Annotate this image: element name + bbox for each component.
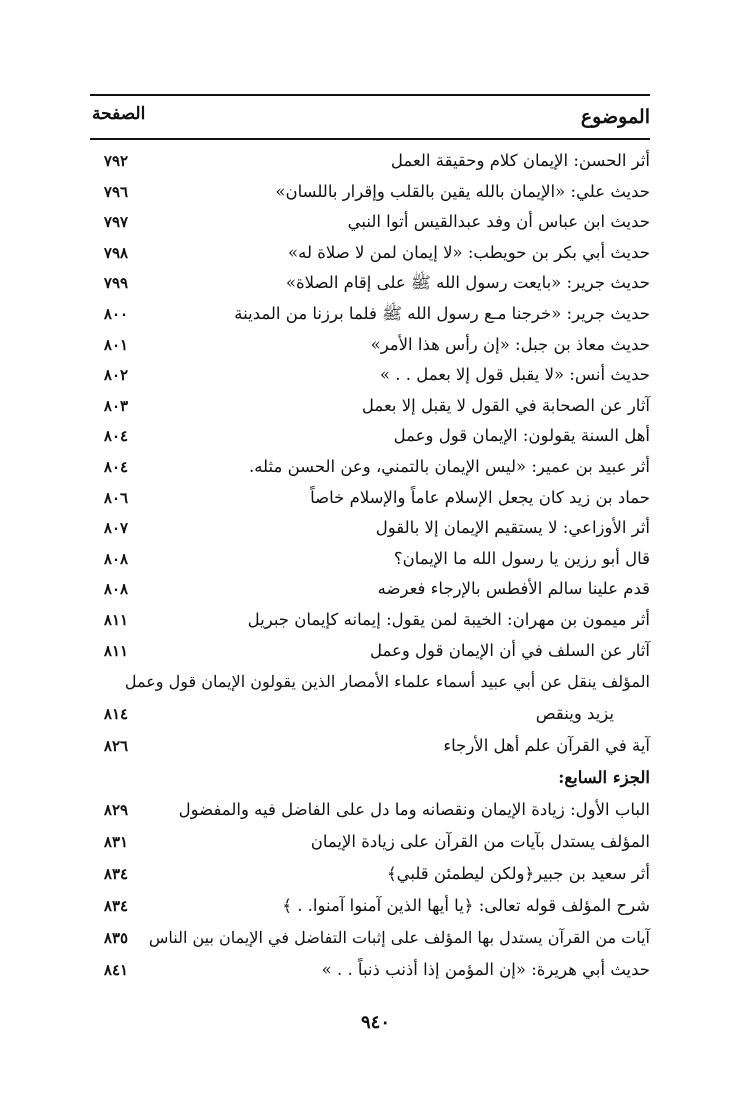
topic-column-header: الموضوع bbox=[580, 106, 650, 128]
index-row bbox=[90, 207, 650, 238]
entry-topic: قال أبو رزين يا رسول الله ما الإيمان؟ bbox=[393, 548, 650, 568]
entry-page: ٨١٤ bbox=[103, 705, 129, 724]
entry-topic: أهل السنة يقولون: الإيمان قول وعمل bbox=[393, 426, 650, 446]
index-row bbox=[90, 544, 650, 575]
entry-topic: أثر عبيد بن عمير: «ليس الإيمان بالتمني، وعن الحسن مثله. bbox=[248, 456, 650, 476]
entry-page: ٧٩٨ bbox=[103, 243, 129, 262]
entry-page: ٨٠٨ bbox=[103, 549, 129, 568]
entry-page: ٨٠١ bbox=[103, 335, 129, 354]
index-row bbox=[90, 636, 650, 667]
entry-topic: حديث علي: «الإيمان بالله يقين بالقلب وإقرار باللسان» bbox=[275, 181, 650, 201]
index-row bbox=[90, 238, 650, 269]
entry-page: ٨٠٣ bbox=[103, 396, 129, 415]
index-row bbox=[90, 574, 650, 605]
entry-page: ٨٣٥ bbox=[103, 929, 129, 948]
page-column-header: الصفحة bbox=[92, 104, 146, 124]
entry-topic: المؤلف يستدل بآيات من القرآن على زيادة الإيمان bbox=[310, 832, 650, 852]
entry-topic: حديث أبي هريرة: «إن المؤمن إذا أذنب ذنباً . . » bbox=[321, 960, 650, 980]
entry-page: ٧٩٩ bbox=[103, 274, 129, 293]
entry-topic: حديث معاذ بن جبل: «إن رأس هذا الأمر» bbox=[370, 334, 650, 354]
index-row bbox=[90, 268, 650, 299]
entry-page: ٧٩٦ bbox=[103, 182, 129, 201]
entry-topic: حماد بن زيد كان يجعل الإسلام عاماً والإسلام خاصاً bbox=[310, 487, 650, 507]
entry-page: ٨٢٦ bbox=[103, 737, 129, 756]
entry-topic: آثار عن السلف في أن الإيمان قول وعمل bbox=[369, 640, 650, 660]
entry-topic: حديث أنس: «لا يقبل قول إلا بعمل . . » bbox=[379, 365, 650, 385]
entry-page: ٨٣١ bbox=[103, 833, 129, 852]
entry-page: ٧٩٧ bbox=[103, 213, 129, 232]
entry-topic: أثر سعيد بن جبير﴿ولكن ليطمئن قلبي﴾ bbox=[386, 864, 650, 884]
entry-topic: آثار عن الصحابة في القول لا يقبل إلا بعمل bbox=[361, 395, 650, 415]
page-number: ٩٤٠ bbox=[360, 1012, 390, 1033]
entry-topic: أثر ميمون بن مهران: الخيبة لمن يقول: إيمانه كإيمان جبريل bbox=[247, 609, 650, 629]
entry-topic: قدم علينا سالم الأفطس بالإرجاء فعرضه bbox=[377, 579, 650, 599]
index-row bbox=[90, 698, 650, 730]
entry-page: ٨٠٢ bbox=[103, 366, 129, 385]
index-row bbox=[90, 299, 650, 330]
index-row bbox=[90, 330, 650, 361]
entry-topic: حديث ابن عباس أن وفد عبدالقيس أتوا النبي bbox=[347, 212, 650, 232]
entry-topic: حديث أبي بكر بن حويطب: «لا إيمان لمن لا صلاة له» bbox=[288, 242, 650, 262]
entry-page: ٨٠٠ bbox=[103, 304, 129, 323]
entry-topic: حديث جرير: «خرجنا مـع رسول الله ﷺ فلما برزنا من المدينة bbox=[234, 303, 650, 323]
section-heading: الجزء السابع: bbox=[558, 768, 650, 788]
entry-page: ٨١١ bbox=[103, 610, 129, 629]
index-row bbox=[90, 421, 650, 452]
entry-page: ٨٢٩ bbox=[103, 801, 129, 820]
entry-topic: آيات من القرآن يستدل بها المؤلف على إثبات التفاضل في الإيمان بين الناس bbox=[148, 928, 650, 948]
index-row bbox=[90, 605, 650, 636]
index-row bbox=[90, 794, 650, 826]
index-row bbox=[90, 826, 650, 858]
index-row bbox=[90, 954, 650, 986]
index-row bbox=[90, 452, 650, 483]
entry-page: ٨١١ bbox=[103, 641, 129, 660]
entry-topic: الباب الأول: زيادة الإيمان ونقصانه وما دل على الفاضل فيه والمفضول bbox=[178, 800, 650, 820]
entry-page: ٨٠٤ bbox=[103, 427, 129, 446]
index-row bbox=[90, 762, 650, 794]
entry-page: ٨٤١ bbox=[103, 961, 129, 980]
index-row bbox=[90, 360, 650, 391]
entry-page: ٨٠٧ bbox=[103, 519, 129, 538]
index-entries bbox=[90, 146, 650, 986]
header-rule bbox=[90, 138, 650, 140]
entry-topic: حديث جرير: «بايعت رسول الله ﷺ على إقام الصلاة» bbox=[285, 273, 650, 293]
table-header bbox=[90, 96, 650, 138]
index-row bbox=[90, 890, 650, 922]
index-row bbox=[90, 513, 650, 544]
entry-page: ٨٣٤ bbox=[103, 897, 129, 916]
index-row bbox=[90, 730, 650, 762]
index-page bbox=[90, 94, 650, 986]
index-row bbox=[90, 391, 650, 422]
entry-topic: شرح المؤلف قوله تعالى: ﴿يا أيها الذين آمنوا آمنوا. . ﴾ bbox=[282, 896, 650, 916]
entry-topic: أثر الحسن: الإيمان كلام وحقيقة العمل bbox=[390, 151, 650, 170]
index-row bbox=[90, 177, 650, 208]
entry-topic: يزيد وينقص bbox=[535, 704, 614, 724]
entry-page: ٧٩٢ bbox=[103, 152, 129, 170]
entry-topic: المؤلف ينقل عن أبي عبيد أسماء علماء الأمصار الذين يقولون الإيمان قول وعمل bbox=[124, 672, 650, 692]
index-row bbox=[90, 146, 650, 177]
entry-page: ٨٠٦ bbox=[103, 488, 129, 507]
index-row bbox=[90, 666, 650, 698]
entry-page: ٨٠٤ bbox=[103, 457, 129, 476]
index-row bbox=[90, 858, 650, 890]
entry-page: ٨٣٤ bbox=[103, 865, 129, 884]
entry-topic: آية في القرآن علم أهل الأرجاء bbox=[443, 736, 650, 756]
entry-topic: أثر الأوزاعي: لا يستقيم الإيمان إلا بالقول bbox=[375, 518, 650, 538]
entry-page: ٨٠٨ bbox=[103, 580, 129, 599]
index-row bbox=[90, 483, 650, 514]
index-row bbox=[90, 922, 650, 954]
